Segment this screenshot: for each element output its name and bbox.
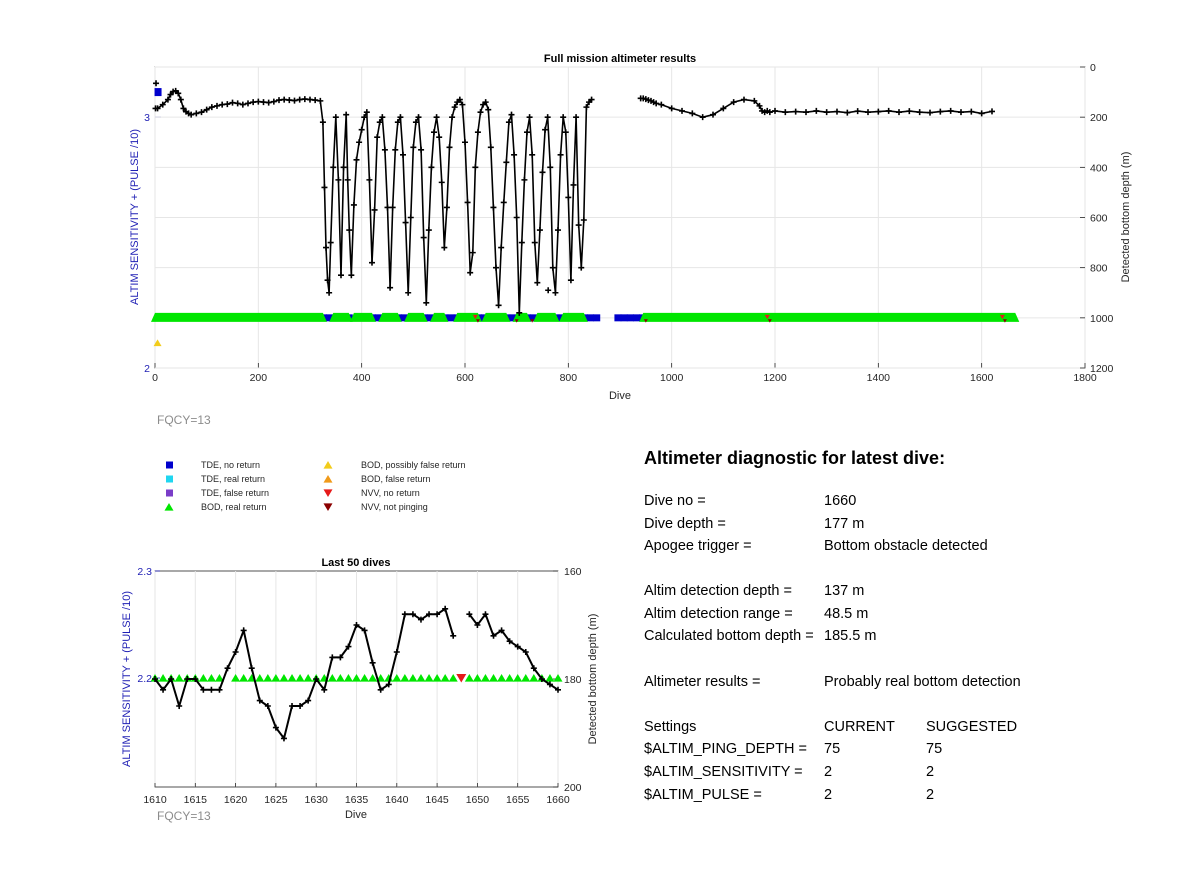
results-label: Altimeter results = [644,674,761,690]
legend-square-icon [166,462,173,469]
legend-triangle-up-icon [324,475,333,483]
bottom-x-tick-label: 1650 [465,794,490,806]
bottom-y-right-tick-label: 160 [564,566,582,578]
bottom-x-tick-label: 1645 [425,794,449,806]
top-x-tick-label: 1200 [763,372,787,384]
top-x-tick-label: 200 [249,372,268,384]
detection-depth-label: Altim detection depth = [644,583,792,599]
dive-no-label: Dive no = [644,493,706,509]
top-fqcy-note: FQCY=13 [157,413,211,427]
current-label: CURRENT [824,719,895,735]
early-tde-marker [155,88,162,96]
bottom-x-tick-label: 1640 [385,794,409,806]
legend-label: TDE, false return [201,488,270,498]
tde-no-return-marker [627,314,634,321]
last-50-dives-chart [121,557,599,823]
setting-current: 2 [824,764,833,780]
legend-triangle-down-icon [324,489,333,497]
apogee-value: Bottom obstacle detected [824,538,988,554]
top-y-tick-label: 2 [144,363,150,375]
setting-suggested: 2 [926,787,935,803]
setting-suggested: 75 [926,741,943,757]
bod-real-return-band [151,313,327,322]
top-x-tick-label: 1400 [866,372,891,384]
legend-label: BOD, possibly false return [361,460,466,470]
bod-real-return-band [329,313,353,322]
bottom-x-tick-label: 1620 [223,794,248,806]
bod-real-return-band [482,313,511,322]
dive-depth-label: Dive depth = [644,516,726,532]
tde-no-return-marker [621,314,628,321]
calculated-depth-value: 185.5 m [824,628,877,644]
bottom-x-tick-label: 1660 [546,794,570,806]
legend [165,460,466,512]
bottom-x-tick-label: 1625 [264,794,288,806]
top-y-right-tick-label: 800 [1090,262,1108,275]
legend-triangle-up-icon [324,461,333,469]
top-y-right-axis-label: Detected bottom depth (m) [1120,151,1132,283]
top-y-right-tick-label: 400 [1090,162,1108,175]
top-x-tick-label: 1800 [1073,372,1097,384]
bod-real-return-band [350,313,376,322]
top-y-right-tick-label: 1000 [1090,312,1114,325]
bottom-x-axis-label: Dive [344,809,368,821]
bottom-y-tick-label: 2.3 [137,566,152,578]
detection-range-label: Altim detection range = [644,606,793,622]
bottom-x-tick-label: 1630 [304,794,328,806]
detection-range-value: 48.5 m [824,606,869,622]
detection-depth-value: 137 m [824,583,865,599]
bod-real-return-band [639,313,1019,322]
top-x-tick-label: 1600 [969,372,994,384]
bottom-fqcy-note: FQCY=13 [157,809,211,823]
setting-name: $ALTIM_PULSE = [644,787,762,803]
setting-current: 2 [824,787,833,803]
bottom-y-right-tick-label: 200 [564,782,582,794]
full-mission-chart [129,53,1132,427]
bottom-y-axis-label: ALTIM SENSITIVITY + (PULSE /10) [121,591,133,767]
legend-square-icon [166,476,173,483]
bottom-x-tick-label: 1635 [344,794,369,806]
bottom-y-right-axis-label: Detected bottom depth (m) [587,613,599,745]
legend-triangle-down-icon [324,503,333,511]
top-y-right-tick-label: 1200 [1090,363,1114,375]
top-x-tick-label: 1000 [659,372,684,384]
top-x-tick-label: 400 [352,372,371,384]
top-y-right-tick-label: 0 [1090,62,1096,74]
calculated-depth-label: Calculated bottom depth = [644,628,814,644]
setting-current: 75 [824,741,841,757]
bottom-x-tick-label: 1610 [143,794,167,806]
legend-label: BOD, real return [201,502,267,512]
legend-label: NVV, not pinging [361,502,428,512]
apogee-label: Apogee trigger = [644,538,752,554]
top-x-tick-label: 800 [559,372,578,384]
bod-real-return-band [378,313,402,322]
tde-no-return-marker [633,314,640,321]
diagnostic-heading: Altimeter diagnostic for latest dive: [644,448,946,468]
bottom-chart-title: Last 50 dives [321,557,391,569]
tde-no-return-marker [593,314,600,321]
legend-label: NVV, no return [361,488,420,498]
settings-label: Settings [644,719,697,735]
top-y-tick-label: 3 [144,112,150,125]
bod-real-return-band [559,313,588,322]
top-y-axis-label: ALTIM SENSITIVITY + (PULSE /10) [129,129,141,305]
top-y-right-tick-label: 200 [1090,112,1108,125]
dive-no-value: 1660 [824,493,857,509]
bottom-x-tick-label: 1615 [183,794,207,806]
top-chart-title: Full mission altimeter results [543,53,697,65]
top-x-tick-label: 0 [152,372,158,384]
tde-no-return-marker [448,314,455,321]
results-value: Probably real bottom detection [824,674,1021,690]
bottom-x-tick-label: 1655 [506,794,530,806]
setting-suggested: 2 [926,764,935,780]
setting-name: $ALTIM_PING_DEPTH = [644,741,807,757]
tde-no-return-marker [614,314,621,321]
legend-label: BOD, false return [361,474,431,484]
legend-triangle-up-icon [165,503,174,511]
legend-label: TDE, no return [201,460,261,470]
bottom-y-tick-label: 2.2 [137,673,152,685]
suggested-label: SUGGESTED [926,719,1018,735]
legend-square-icon [166,490,173,497]
bod-real-return-band [404,313,428,322]
top-y-right-tick-label: 600 [1090,212,1108,225]
bod-real-return-band [533,313,559,322]
setting-name: $ALTIM_SENSITIVITY = [644,764,803,780]
tde-no-return-marker [587,314,594,321]
dive-depth-value: 177 m [824,516,865,532]
legend-label: TDE, real return [201,474,266,484]
top-x-tick-label: 600 [456,372,474,384]
bottom-y-right-tick-label: 180 [564,674,582,686]
top-x-axis-label: Dive [608,390,632,402]
